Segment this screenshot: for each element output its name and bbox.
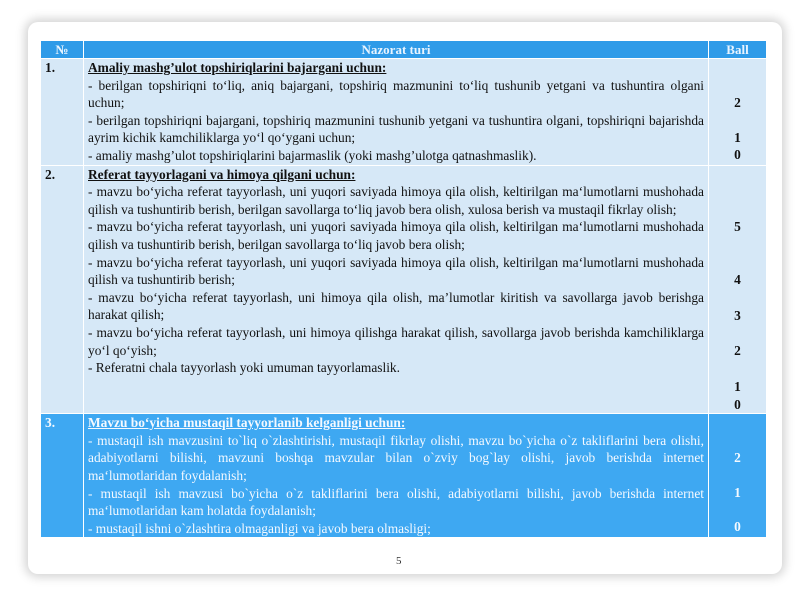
ball-value: 1: [734, 129, 741, 145]
criterion-item: - mavzu bo‘yicha referat tayyorlash, uni himoya qilishga harakat qilish, savollarga javob berishda kamchiliklarga yo‘l qo‘yish;: [88, 324, 704, 358]
criterion-item: - berilgan topshiriqni bajargani, topshiriq mazmunini tushunib yetgani va tushuntira olgani, topshiriqni bajarishda ayrim kichik kamchiliklarga yo‘l qo‘ygani uchun;: [88, 112, 704, 146]
header-number: №: [41, 41, 84, 59]
criterion-item: - mavzu bo‘yicha referat tayyorlash, uni yuqori saviyada himoya qila olish, keltirilgan ma‘lumotlarni mushohada qilish va tushuntirib berish;: [88, 254, 704, 288]
ball-value: 0: [734, 396, 741, 412]
header-control-type: Nazorat turi: [84, 41, 709, 59]
table-row: [41, 165, 767, 414]
criterion-item: - berilgan topshiriqni to‘liq, aniq bajargani, topshiriq mazmunini to‘liq tushunib yetgani va tushuntira olgani uchun;: [88, 77, 704, 111]
criterion-item: - mustaqil ish mavzusi bo`yicha o`z takliflarini bera olishi, adabiyotlarni bilishi, javob berishda internet ma‘lumotlaridan kam holatda foydalanish;: [88, 485, 704, 519]
ball-value: 1: [734, 378, 741, 394]
row-number: 3.: [41, 414, 84, 538]
criterion-item: - amaliy mashg’ulot topshiriqlarini bajarmaslik (yoki mashg’ulotga qatnashmaslik).: [88, 147, 537, 163]
ball-value: 4: [734, 272, 741, 288]
row-ball-cell: [709, 165, 767, 414]
row-title: Referat tayyorlagani va himoya qilgani uchun:: [88, 166, 356, 182]
criterion-item: - mustaqil ish mavzusini to`liq o`zlashtirishi, mustaqil fikrlay olishi, mavzu bo`yicha o`z takliflarini bera olishi, adabiyotlarni bilishi, mavzuni boshqa mavzular bilan o`zviy bog`lay olishi, javob berishda internet ma‘lumotlaridan foydalanish;: [88, 432, 704, 483]
row-number: 2.: [41, 165, 84, 414]
ball-value: 5: [734, 218, 741, 234]
page-number: 5: [396, 555, 402, 567]
row-title: Mavzu bo‘yicha mustaqil tayyorlanib kelganligi uchun:: [88, 415, 406, 431]
ball-value: 0: [734, 147, 741, 163]
row-title: Amaliy mashg’ulot topshiriqlarini bajargani uchun:: [88, 60, 387, 75]
table-row: [41, 414, 767, 538]
ball-value: 0: [734, 519, 741, 535]
ball-value: 3: [734, 307, 741, 323]
ball-value: 1: [734, 484, 741, 500]
row-description: [84, 165, 709, 414]
criterion-item: - mustaqil ishni o`zlashtira olmaganligi va javob bera olmasligi;: [88, 520, 431, 536]
row-ball-cell: [709, 59, 767, 166]
criterion-item: - mavzu bo‘yicha referat tayyorlash, uni yuqori saviyada himoya qila olish, keltirilgan ma‘lumotlarni mushohada qilish va tushuntirib berish, berilgan savollarga to‘liq javob bera olish, xulosa berish va mustaqil fikrlay olish;: [88, 184, 704, 217]
table-row: [41, 59, 767, 166]
row-description: [84, 59, 709, 166]
criterion-item: - mavzu bo‘yicha referat tayyorlash, uni himoya qila olish, ma’lumotlar kiritish va savollarga javob berishga harakat qilish;: [88, 289, 704, 323]
table-header-row: [41, 41, 767, 59]
criterion-item: - mavzu bo‘yicha referat tayyorlash, uni yuqori saviyada himoya qila olish, keltirilgan ma‘lumotlarni mushohada qilish va tushuntirib berish, berilgan savollarga to‘liq javob bera olish;: [88, 219, 704, 252]
row-description: [84, 414, 709, 538]
ball-value: 2: [734, 450, 741, 466]
row-ball-cell: [709, 414, 767, 538]
criterion-item: - Referatni chala tayyorlash yoki umuman tayyorlamaslik.: [88, 360, 400, 376]
ball-value: 2: [734, 343, 741, 359]
grading-table: [40, 40, 767, 538]
row-number: 1.: [41, 59, 84, 166]
ball-value: 2: [734, 95, 741, 110]
header-ball: Ball: [709, 41, 767, 59]
